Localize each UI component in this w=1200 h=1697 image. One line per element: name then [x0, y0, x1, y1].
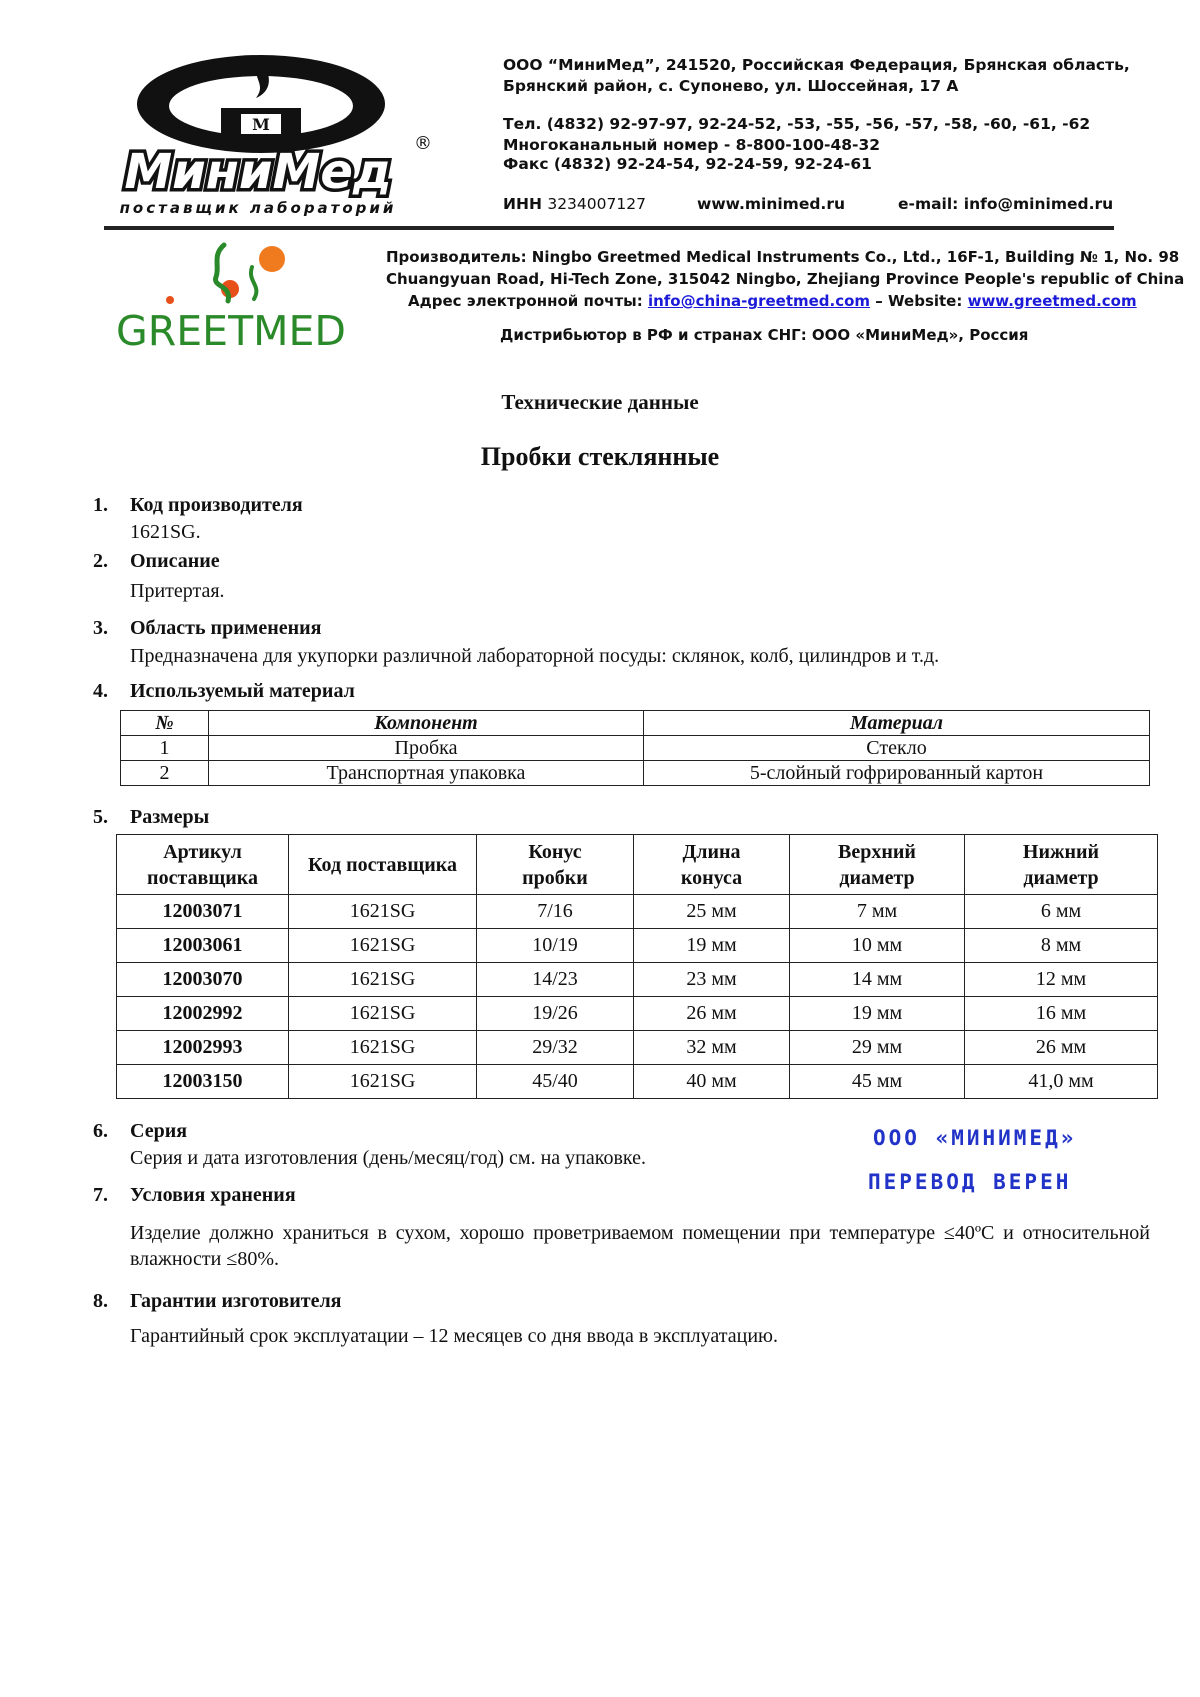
table-cell: Транспортная упаковка: [209, 761, 644, 786]
svg-text:M: M: [252, 115, 270, 134]
table-cell: 10/19: [477, 929, 634, 963]
section-8-heading: [93, 1290, 342, 1313]
manufacturer-line-1: Производитель: Ningbo Greetmed Medical Instruments Co., Ltd., 16F-1, Building № 1, No. 98: [386, 248, 1180, 266]
sizes-header-cell: [477, 835, 634, 895]
table-row: [117, 1031, 1158, 1065]
section-5-heading: [93, 806, 209, 829]
table-cell: 40 мм: [634, 1065, 790, 1099]
table-row: [117, 895, 1158, 929]
header-line: диаметр: [839, 866, 915, 889]
greetmed-logo: [112, 237, 352, 359]
table-cell: 16 мм: [965, 997, 1158, 1031]
section-6-heading: [93, 1120, 187, 1143]
table-row: [117, 997, 1158, 1031]
header-line: Верхний: [838, 840, 916, 863]
sizes-header-cell: [965, 835, 1158, 895]
manufacturer-email-label: Адрес электронной почты:: [408, 292, 643, 310]
table-cell: 23 мм: [634, 963, 790, 997]
table-cell: 10 мм: [790, 929, 965, 963]
header-line: диаметр: [1023, 866, 1099, 889]
header-line: Код поставщика: [308, 853, 457, 876]
table-cell: 1: [121, 736, 209, 761]
section-3-text: Предназначена для укупорки различной лабораторной посуды: склянок, колб, цилиндров и т.д.: [130, 645, 940, 667]
header-line: Длина: [682, 840, 741, 863]
table-cell: 12003070: [117, 963, 289, 997]
registered-mark: ®: [414, 133, 432, 154]
company-fax: Факс (4832) 92-24-54, 92-24-59, 92-24-61: [503, 155, 872, 173]
table-cell: 1621SG: [289, 1065, 477, 1099]
header-line: конуса: [680, 866, 743, 889]
table-cell: 1621SG: [289, 1031, 477, 1065]
manufacturer-line-2: Chuangyuan Road, Hi-Tech Zone, 315042 Ningbo, Zhejiang Province People's republic of China: [386, 270, 1185, 288]
section-number: 3.: [93, 617, 108, 639]
document-title: Пробки стеклянные: [480, 442, 720, 471]
greetmed-logo-text: GREETMED: [116, 307, 346, 355]
section-title: Код производителя: [130, 494, 303, 516]
section-7-heading: [93, 1184, 296, 1207]
header-line: пробки: [522, 866, 588, 889]
section-7-text: Изделие должно храниться в сухом, хорошо проветриваемом помещении при температуре ≤40ºС и относительной влажности ≤80%.: [130, 1222, 1150, 1270]
section-title: Условия хранения: [130, 1184, 296, 1206]
company-inn: [503, 195, 646, 213]
table-cell: 45/40: [477, 1065, 634, 1099]
sizes-header-row: [117, 835, 1158, 895]
table-cell: 7/16: [477, 895, 634, 929]
sizes-header-cell: [634, 835, 790, 895]
table-cell: 26 мм: [965, 1031, 1158, 1065]
company-phone: Тел. (4832) 92-97-97, 92-24-52, -53, -55, -56, -57, -58, -60, -61, -62: [503, 115, 1091, 133]
section-number: 7.: [93, 1184, 108, 1206]
inn-value: 3234007127: [547, 195, 646, 213]
table-cell: 1621SG: [289, 997, 477, 1031]
minimed-logo: [108, 50, 438, 220]
table-cell: Стекло: [644, 736, 1150, 761]
table-cell: 8 мм: [965, 929, 1158, 963]
section-number: 2.: [93, 550, 108, 572]
table-cell: 29/32: [477, 1031, 634, 1065]
table-cell: 7 мм: [790, 895, 965, 929]
table-cell: Пробка: [209, 736, 644, 761]
table-cell: 12 мм: [965, 963, 1158, 997]
manufacturer-email-link[interactable]: info@china-greetmed.com: [647, 292, 871, 310]
header-line: Нижний: [1022, 840, 1100, 863]
section-8-text: Гарантийный срок эксплуатации – 12 месяцев со дня ввода в эксплуатацию.: [130, 1325, 778, 1347]
table-cell: 12003150: [117, 1065, 289, 1099]
translation-stamp-line-2: ПЕРЕВОД ВЕРЕН: [868, 1170, 1072, 1194]
sizes-header-cell: [117, 835, 289, 895]
header-line: поставщика: [147, 866, 258, 889]
company-address-line-2: Брянский район, с. Супонево, ул. Шоссейная, 17 А: [503, 77, 959, 95]
header-divider: [104, 226, 1114, 230]
section-number: 6.: [93, 1120, 108, 1142]
table-cell: 12002992: [117, 997, 289, 1031]
section-number: 1.: [93, 494, 108, 516]
table-cell: 2: [121, 761, 209, 786]
manufacturer-contacts: [408, 292, 1137, 310]
materials-header-cell: Материал: [644, 711, 1150, 736]
table-cell: 41,0 мм: [965, 1065, 1158, 1099]
table-cell: 12003061: [117, 929, 289, 963]
section-title: Используемый материал: [130, 680, 355, 702]
table-cell: 12003071: [117, 895, 289, 929]
table-cell: 12002993: [117, 1031, 289, 1065]
section-number: 5.: [93, 806, 108, 828]
translation-stamp-line-1: ООО «МИНИМЕД»: [873, 1126, 1077, 1150]
sizes-header-cell: [289, 835, 477, 895]
section-title: Область применения: [130, 617, 322, 639]
inn-label: ИНН: [503, 195, 542, 213]
table-cell: 19/26: [477, 997, 634, 1031]
section-1-text: 1621SG.: [130, 521, 201, 543]
table-cell: 14 мм: [790, 963, 965, 997]
section-number: 4.: [93, 680, 108, 702]
section-title: Серия: [130, 1120, 188, 1142]
materials-table: [120, 710, 1150, 786]
table-cell: 26 мм: [634, 997, 790, 1031]
table-cell: 14/23: [477, 963, 634, 997]
table-cell: 19 мм: [634, 929, 790, 963]
table-cell: 45 мм: [790, 1065, 965, 1099]
table-cell: 1621SG: [289, 929, 477, 963]
section-1-heading: [93, 494, 303, 517]
table-cell: 29 мм: [790, 1031, 965, 1065]
distributor-line: Дистрибьютор в РФ и странах СНГ: ООО «МиниМед», Россия: [500, 326, 1029, 344]
minimed-logo-text: МиниМед: [124, 144, 392, 200]
company-multichannel: Многоканальный номер - 8-800-100-48-32: [503, 136, 881, 154]
company-email: e-mail: info@minimed.ru: [898, 195, 1114, 213]
table-cell: 6 мм: [965, 895, 1158, 929]
document-subtitle: Технические данные: [501, 390, 699, 414]
section-2-text: Притертая.: [130, 580, 225, 602]
materials-header-row: [121, 711, 1150, 736]
header-line: Артикул: [163, 840, 242, 863]
section-number: 8.: [93, 1290, 108, 1312]
table-cell: 5-слойный гофрированный картон: [644, 761, 1150, 786]
table-row: [117, 1065, 1158, 1099]
manufacturer-website-link[interactable]: www.greetmed.com: [967, 292, 1137, 310]
table-cell: 32 мм: [634, 1031, 790, 1065]
table-cell: 1621SG: [289, 895, 477, 929]
materials-header-cell: Компонент: [209, 711, 644, 736]
section-title: Описание: [130, 550, 220, 572]
sizes-header-cell: [790, 835, 965, 895]
section-3-heading: [93, 617, 322, 640]
table-row: [121, 736, 1150, 761]
materials-header-cell: №: [121, 711, 209, 736]
table-row: [117, 929, 1158, 963]
table-cell: 19 мм: [790, 997, 965, 1031]
section-title: Гарантии изготовителя: [130, 1290, 342, 1312]
sizes-table: [116, 834, 1158, 1099]
company-website: www.minimed.ru: [697, 195, 845, 213]
section-2-heading: [93, 550, 220, 573]
minimed-tagline: поставщик лабораторий: [119, 199, 397, 217]
table-row: [117, 963, 1158, 997]
section-4-heading: [93, 680, 355, 703]
table-cell: 1621SG: [289, 963, 477, 997]
section-6-text: Серия и дата изготовления (день/месяц/год) см. на упаковке.: [130, 1147, 646, 1169]
company-address-line-1: ООО “МиниМед”, 241520, Российская Федерация, Брянская область,: [503, 56, 1130, 74]
section-title: Размеры: [130, 806, 210, 828]
header-line: Конус: [528, 840, 582, 863]
table-row: [121, 761, 1150, 786]
table-cell: 25 мм: [634, 895, 790, 929]
manufacturer-website-label: – Website:: [875, 292, 963, 310]
